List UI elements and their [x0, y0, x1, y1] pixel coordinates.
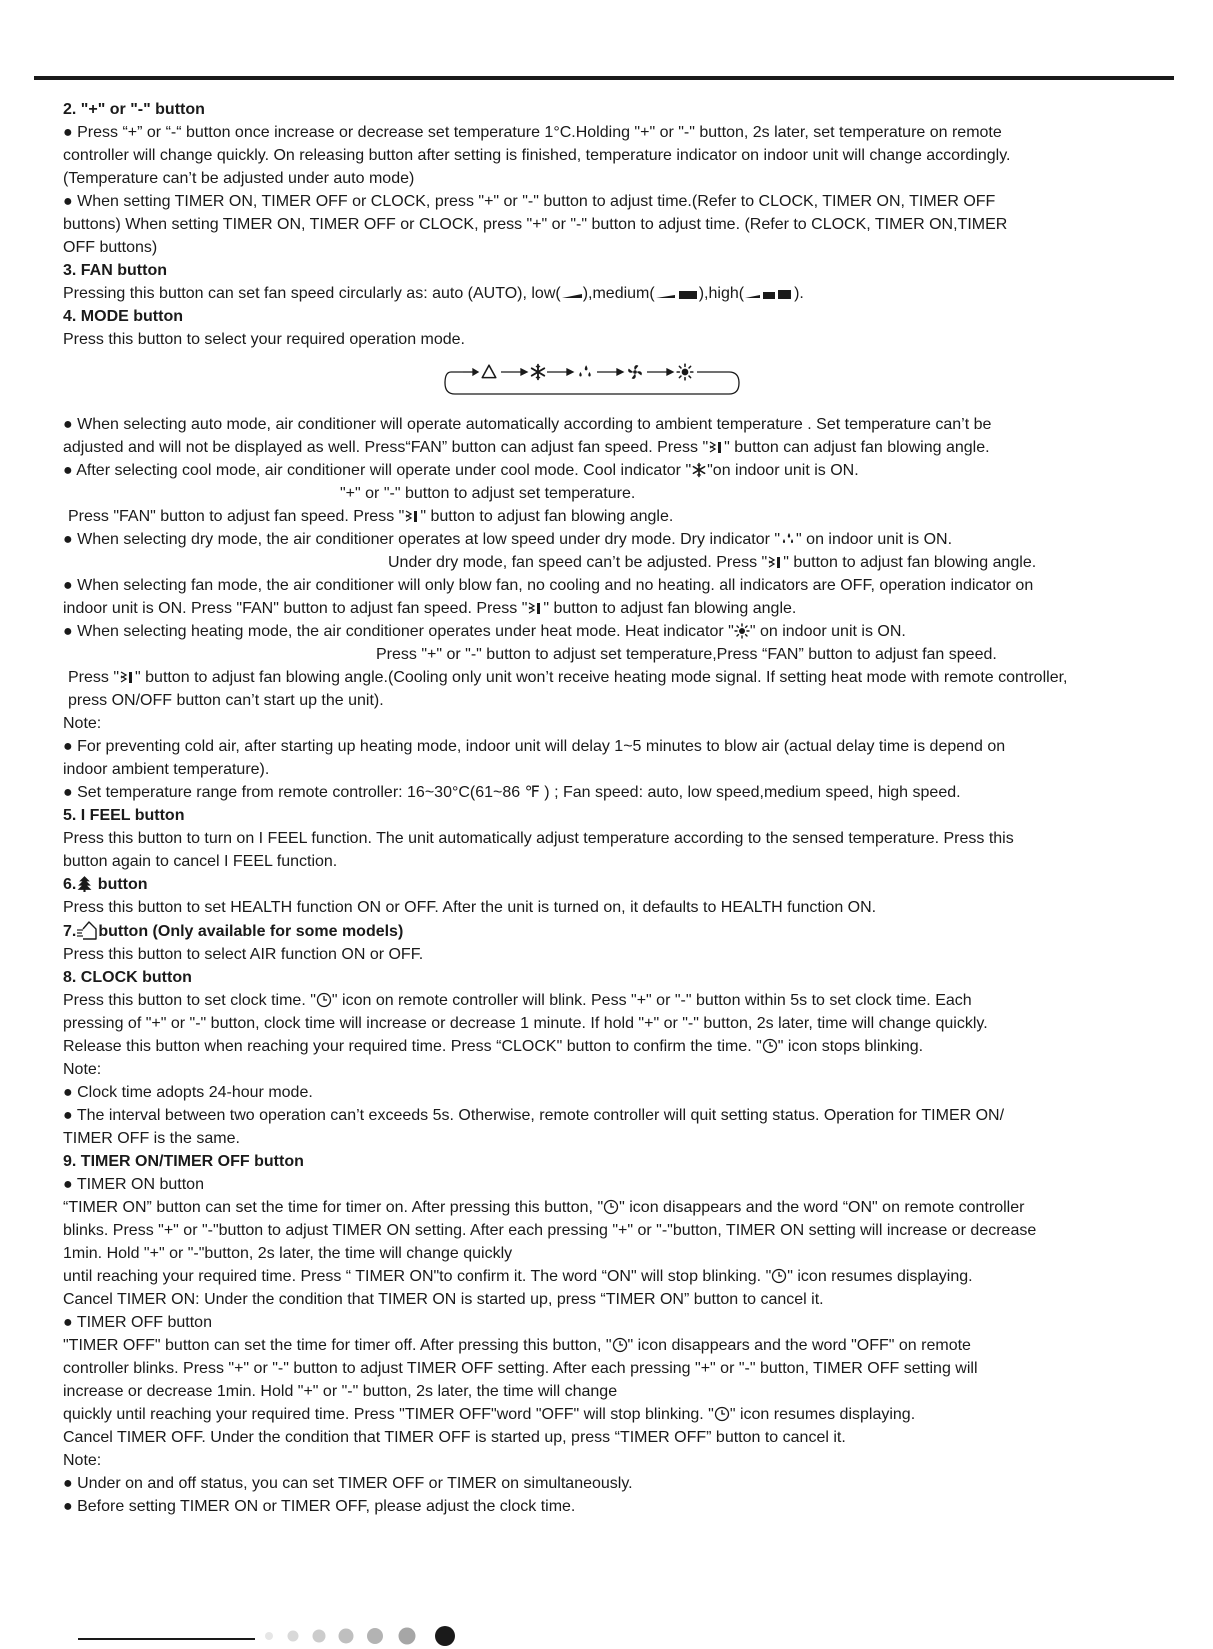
text-fragment: " icon disappears and the word “ON" on remote controller	[619, 1199, 1025, 1216]
section-heading: 9. TIMER ON/TIMER OFF button	[63, 1153, 304, 1170]
text-fragment: " icon disappears and the word "OFF" on remote	[627, 1337, 971, 1354]
text-fragment: ),high(	[698, 285, 745, 302]
fan-speed-low-icon	[561, 289, 583, 301]
text-line: press ON/OFF button can’t start up the unit).	[68, 692, 384, 709]
fan-speed-medium-icon	[655, 289, 699, 301]
heat-mode-icon	[677, 364, 693, 380]
page-dot	[265, 1632, 273, 1640]
clock-icon	[316, 992, 332, 1008]
water-drops-icon	[780, 531, 796, 547]
text-line: ● TIMER ON button	[63, 1176, 204, 1193]
text-line: ● TIMER OFF button	[63, 1314, 212, 1331]
dry-mode-icon	[579, 365, 590, 376]
text-line: ● Clock time adopts 24-hour mode.	[63, 1084, 313, 1101]
page-dot-active	[435, 1626, 455, 1646]
text-fragment: Pressing this button can set fan speed circularly as: auto (AUTO), low(	[63, 285, 561, 302]
text-line	[63, 436, 1173, 459]
text-fragment: button	[93, 876, 148, 893]
text-line: ● When setting TIMER ON, TIMER OFF or CLOCK, press "+" or "-" button to adjust time.(Refer to CLOCK, TIMER ON, TIMER OFF	[63, 193, 996, 210]
text-fragment: " button can adjust fan blowing angle.	[724, 439, 990, 456]
auto-mode-icon	[482, 365, 496, 377]
section-heading: 5. I FEEL button	[63, 807, 185, 824]
page-indicator-dots	[262, 1623, 462, 1649]
fan-speed-high-icon	[744, 289, 794, 301]
text-line	[63, 597, 1173, 620]
fan-mode-icon	[628, 365, 642, 379]
text-line: ● Press “+” or “-“ button once increase or decrease set temperature 1°C.Holding "+" or "-" button, 2s later, set temperature on remote	[63, 124, 1002, 141]
text-fragment: adjusted and will not be displayed as well. Press“FAN” button can adjust fan speed. Press "	[63, 439, 709, 456]
text-line: Press this button to select your required operation mode.	[63, 331, 465, 348]
swing-icon	[708, 439, 724, 455]
text-fragment: " icon resumes displaying.	[729, 1406, 916, 1423]
text-line: Cancel TIMER ON: Under the condition that TIMER ON is started up, press “TIMER ON” button to cancel it.	[63, 1291, 824, 1308]
text-fragment: " button to adjust fan blowing angle.(Cooling only unit won’t receive heating mode signal. If setting heat mode with remote controller,	[135, 669, 1068, 686]
text-line	[63, 620, 1173, 643]
text-fragment: " icon on remote controller will blink. Pess "+" or "-" button within 5s to set clock time. Each	[331, 992, 972, 1009]
cool-mode-icon	[532, 365, 545, 380]
text-line: OFF buttons)	[63, 239, 158, 256]
text-line: increase or decrease 1min. Hold "+" or "-" button, 2s later, the time will change	[63, 1383, 618, 1400]
text-fragment: quickly until reaching your required time. Press "TIMER OFF"word "OFF" will stop blinking. "	[63, 1406, 714, 1423]
note-label: Note:	[63, 1452, 102, 1469]
page-dot	[367, 1628, 383, 1644]
text-fragment: button (Only available for some models)	[98, 923, 404, 940]
text-fragment: " button to adjust fan blowing angle.	[543, 600, 797, 617]
note-label: Note:	[63, 715, 102, 732]
text-line	[63, 989, 1173, 1012]
text-line: Cancel TIMER OFF. Under the condition that TIMER OFF is started up, press “TIMER OFF” button to cancel it.	[63, 1429, 846, 1446]
clock-icon	[612, 1337, 628, 1353]
text-fragment: " icon stops blinking.	[777, 1038, 924, 1055]
text-fragment: ).	[794, 285, 804, 302]
section-heading: 2. "+" or "-" button	[63, 101, 205, 118]
text-fragment: Press this button to set clock time. "	[63, 992, 316, 1009]
text-line: button again to cancel I FEEL function.	[63, 853, 338, 870]
text-fragment: Press "FAN" button to adjust fan speed. Press "	[68, 508, 405, 525]
text-line	[63, 1035, 1173, 1058]
page-dot	[399, 1628, 416, 1645]
text-line: indoor ambient temperature).	[63, 761, 270, 778]
text-fragment: ),medium(	[582, 285, 655, 302]
text-fragment: 7.	[63, 923, 77, 940]
swing-icon	[767, 554, 783, 570]
text-line: (Temperature can’t be adjusted under auto mode)	[63, 170, 415, 187]
text-line	[63, 1334, 1173, 1357]
section-heading	[63, 919, 1173, 943]
text-line: 1min. Hold "+" or "-"button, 2s later, the time will change quickly	[63, 1245, 513, 1262]
text-fragment: " button to adjust fan blowing angle.	[420, 508, 674, 525]
clock-icon	[603, 1199, 619, 1215]
text-line	[63, 666, 1173, 689]
text-fragment: indoor unit is ON. Press "FAN" button to adjust fan speed. Press "	[63, 600, 528, 617]
text-line: controller blinks. Press "+" or "-" button to adjust TIMER OFF setting. After each pressing "+" or "-" button, TIMER OFF setting will	[63, 1360, 978, 1377]
text-fragment: " on indoor unit is ON.	[749, 623, 906, 640]
top-rule	[34, 76, 1174, 80]
text-line	[63, 1403, 1173, 1426]
swing-icon	[527, 600, 543, 616]
text-line: Press this button to set HEALTH function ON or OFF. After the unit is turned on, it defaults to HEALTH function ON.	[63, 899, 877, 916]
swing-icon	[404, 508, 420, 524]
text-fragment: until reaching your required time. Press “ TIMER ON"to confirm it. The word “ON" will stop blinking. "	[63, 1268, 772, 1285]
text-line: Press this button to turn on I FEEL function. The unit automatically adjust temperature according to the sensed temperature. Press this	[63, 830, 1014, 847]
text-fragment: " icon resumes displaying.	[787, 1268, 973, 1285]
text-line	[63, 459, 1173, 482]
section-heading: 4. MODE button	[63, 308, 183, 325]
mode-cycle-diagram-wrap	[63, 351, 1173, 413]
health-tree-icon	[76, 875, 93, 892]
text-line: Press "+" or "-" button to adjust set temperature,Press “FAN” button to adjust fan speed.	[376, 646, 997, 663]
text-fragment: ● When selecting dry mode, the air conditioner operates at low speed under dry mode. Dry indicator "	[63, 531, 781, 548]
text-line	[63, 551, 1173, 574]
text-fragment: "TIMER OFF" button can set the time for timer off. After pressing this button, "	[63, 1337, 612, 1354]
footer-rule	[78, 1638, 255, 1640]
text-fragment: ● After selecting cool mode, air conditioner will operate under cool mode. Cool indicator "	[63, 462, 692, 479]
note-label: Note:	[63, 1061, 102, 1078]
mode-cycle-diagram	[443, 359, 743, 405]
text-line: blinks. Press "+" or "-"button to adjust TIMER ON setting. After each pressing "+" or "-"button, TIMER ON setting will increase or decrease	[63, 1222, 1037, 1239]
page-dot	[339, 1629, 354, 1644]
text-line: controller will change quickly. On releasing button after setting is finished, temperature indicator on indoor unit will change accordingly.	[63, 147, 1011, 164]
text-line: TIMER OFF is the same.	[63, 1130, 240, 1147]
text-fragment: "on indoor unit is ON.	[707, 462, 859, 479]
text-line	[63, 505, 1173, 528]
text-line: ● When selecting fan mode, the air conditioner will only blow fan, no cooling and no heating. all indicators are OFF, operation indicator on	[63, 577, 1034, 594]
text-fragment: Press "	[68, 669, 120, 686]
page-dot	[288, 1631, 299, 1642]
text-line	[63, 528, 1173, 551]
page-dot	[313, 1630, 326, 1643]
text-line: ● Before setting TIMER ON or TIMER OFF, please adjust the clock time.	[63, 1498, 576, 1515]
text-line	[63, 1265, 1173, 1288]
clock-icon	[714, 1406, 730, 1422]
section-heading	[63, 873, 1173, 896]
text-line: buttons) When setting TIMER ON, TIMER OFF or CLOCK, press "+" or "-" button to adjust time. (Refer to CLOCK, TIMER ON,TIMER	[63, 216, 1008, 233]
document-body	[63, 98, 1173, 1518]
clock-icon	[771, 1268, 787, 1284]
text-fragment: ● When selecting heating mode, the air conditioner operates under heat mode. Heat indicator "	[63, 623, 734, 640]
text-line: pressing of "+" or "-" button, clock time will increase or decrease 1 minute. If hold "+" or "-" button, 2s later, time will change quickly.	[63, 1015, 988, 1032]
text-fragment: 6.	[63, 876, 77, 893]
swing-icon	[119, 669, 135, 685]
text-line: Press this button to select AIR function ON or OFF.	[63, 946, 424, 963]
text-line: ● The interval between two operation can’t exceeds 5s. Otherwise, remote controller will quit setting status. Operation for TIMER ON/	[63, 1107, 1005, 1124]
text-line	[63, 1196, 1173, 1219]
text-line	[63, 282, 1173, 305]
text-line: "+" or "-" button to adjust set temperature.	[340, 485, 636, 502]
text-line: ● For preventing cold air, after starting up heating mode, indoor unit will delay 1~5 minutes to blow air (actual delay time is depend on	[63, 738, 1006, 755]
clock-icon	[762, 1038, 778, 1054]
air-house-icon	[76, 919, 98, 941]
text-fragment: " on indoor unit is ON.	[796, 531, 953, 548]
text-line: ● Under on and off status, you can set TIMER OFF or TIMER on simultaneously.	[63, 1475, 633, 1492]
text-fragment: Release this button when reaching your required time. Press “CLOCK" button to confirm the time. "	[63, 1038, 762, 1055]
sun-icon	[734, 623, 750, 639]
text-fragment: Under dry mode, fan speed can’t be adjusted. Press "	[388, 554, 768, 571]
section-heading: 3. FAN button	[63, 262, 167, 279]
snowflake-icon	[691, 462, 707, 478]
text-line: ● Set temperature range from remote controller: 16~30°C(61~86 ℉ ) ; Fan speed: auto, low speed,medium speed, high speed.	[63, 784, 961, 801]
text-line: ● When selecting auto mode, air conditioner will operate automatically according to ambient temperature . Set temperature can’t be	[63, 416, 992, 433]
text-fragment: “TIMER ON” button can set the time for timer on. After pressing this button, "	[63, 1199, 604, 1216]
text-fragment: " button to adjust fan blowing angle.	[783, 554, 1037, 571]
section-heading: 8. CLOCK button	[63, 969, 192, 986]
